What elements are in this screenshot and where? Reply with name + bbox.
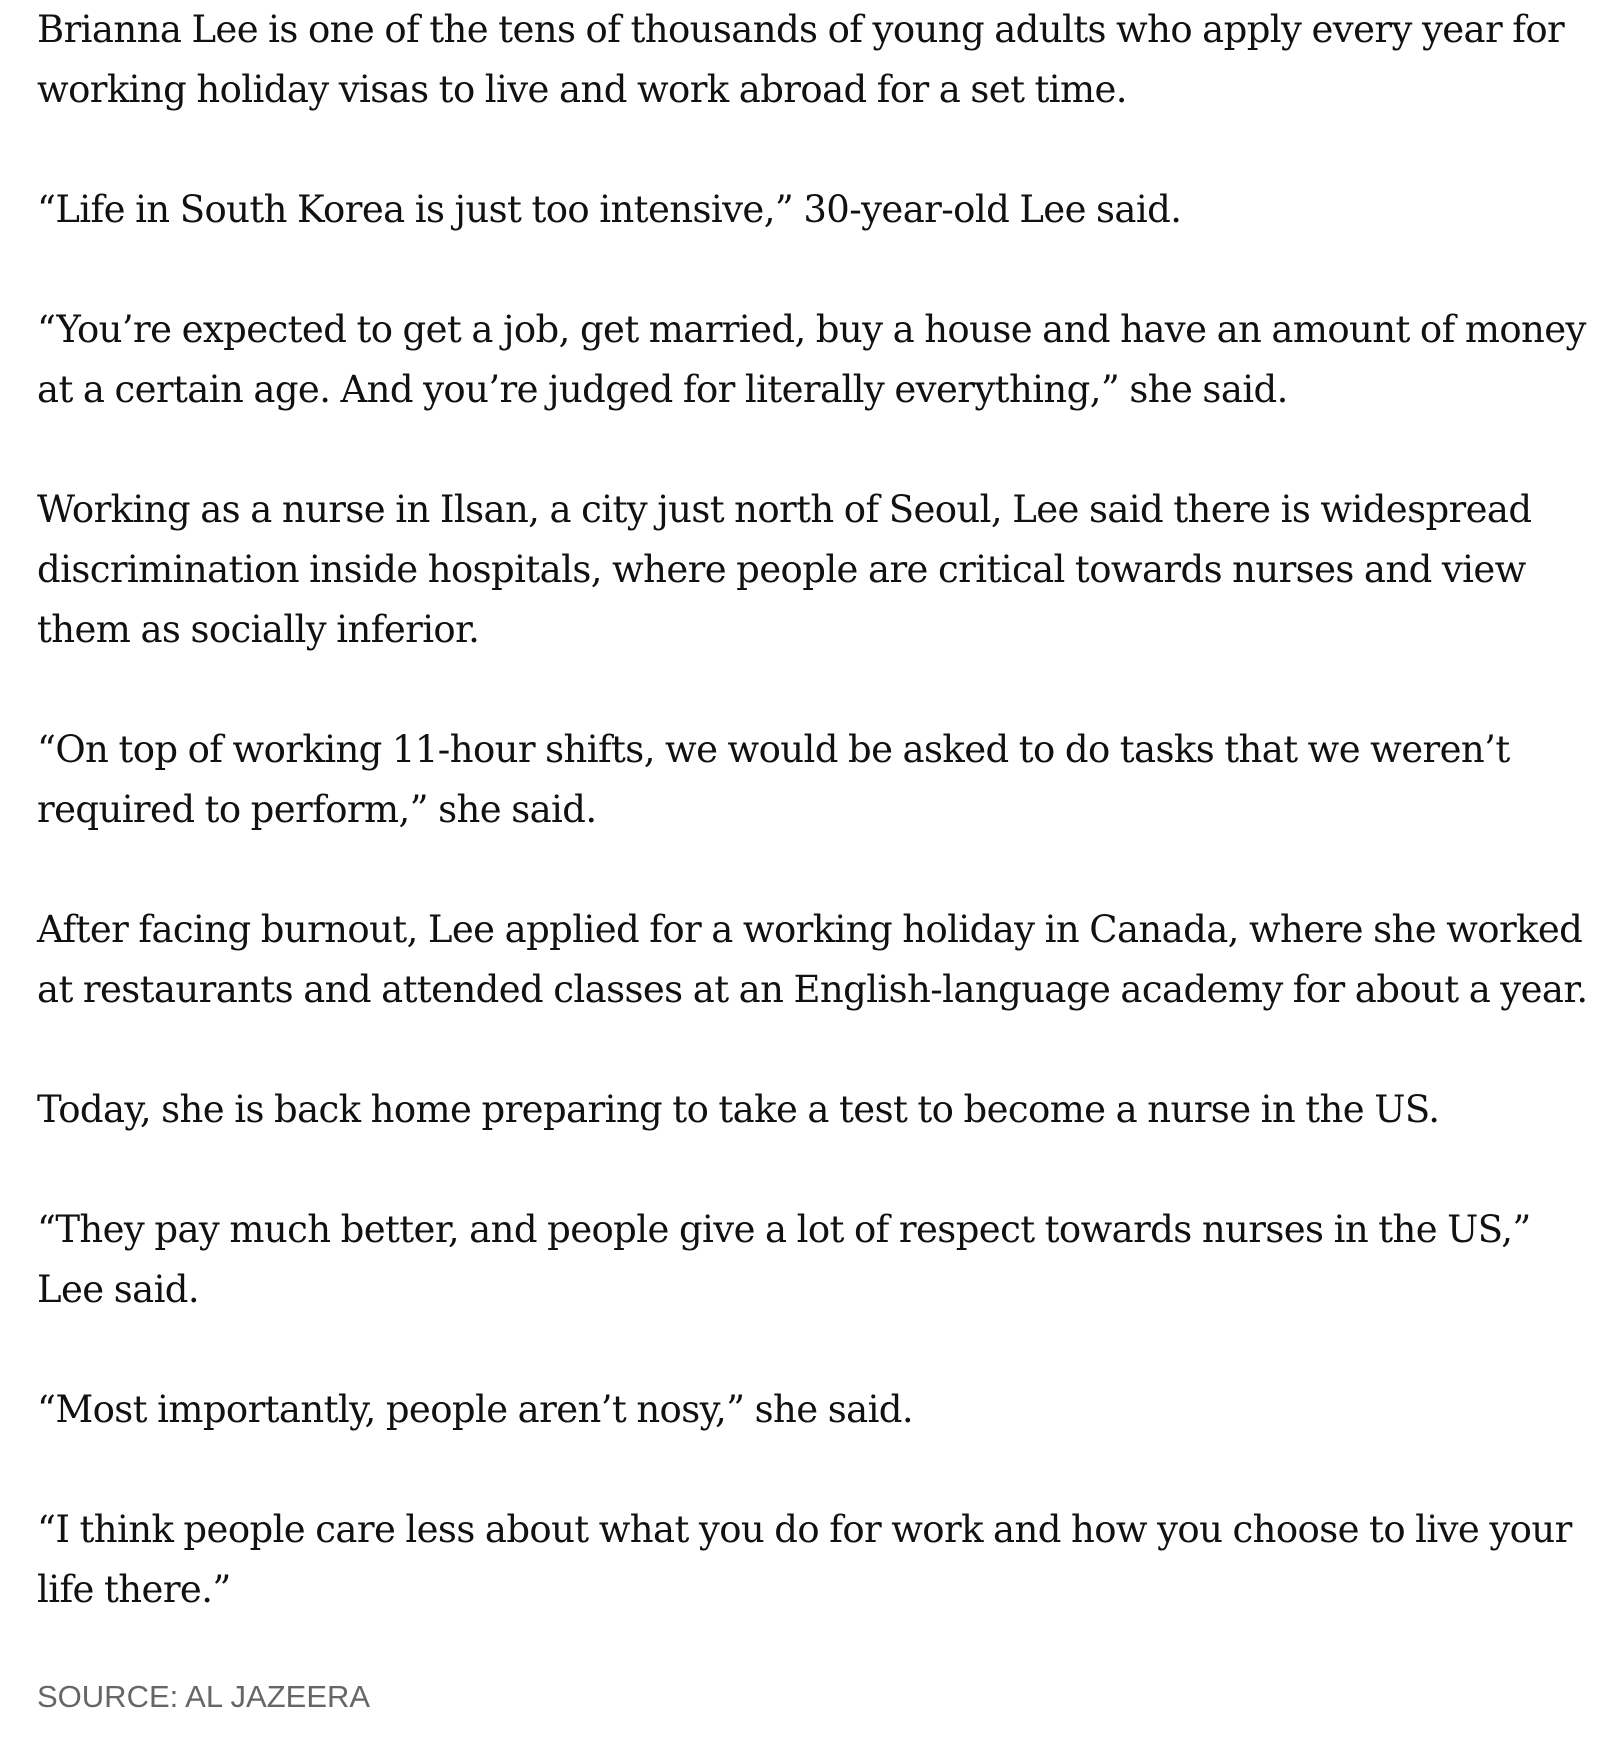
article-body [37,0,1597,1680]
source-credit: SOURCE: AL JAZEERA [37,1679,371,1714]
paragraph-9: “Most importantly, people aren’t nosy,” she said. [37,1388,914,1431]
paragraph-3: “You’re expected to get a job, get married, buy a house and have an amount of money at a certain age. And you’re judged for literally everything,” she said. [37,308,1586,411]
paragraph-1: Brianna Lee is one of the tens of thousands of young adults who apply every year for working holiday visas to live and work abroad for a set time. [37,8,1565,111]
paragraph-6: After facing burnout, Lee applied for a working holiday in Canada, where she worked at restaurants and attended classes at an English-language academy for about a year. [37,908,1588,1011]
paragraph-8: “They pay much better, and people give a lot of respect towards nurses in the US,” Lee said. [37,1208,1531,1311]
paragraph-5: “On top of working 11-hour shifts, we would be asked to do tasks that we weren’t required to perform,” she said. [37,728,1510,831]
paragraph-4: Working as a nurse in Ilsan, a city just north of Seoul, Lee said there is widespread discrimination inside hospitals, where people are critical towards nurses and view them as socially inferior. [37,488,1532,651]
paragraph-10: “I think people care less about what you do for work and how you choose to live your life there.” [37,1508,1572,1611]
paragraph-2: “Life in South Korea is just too intensive,” 30-year-old Lee said. [37,188,1182,231]
paragraph-7: Today, she is back home preparing to take a test to become a nurse in the US. [37,1088,1440,1131]
